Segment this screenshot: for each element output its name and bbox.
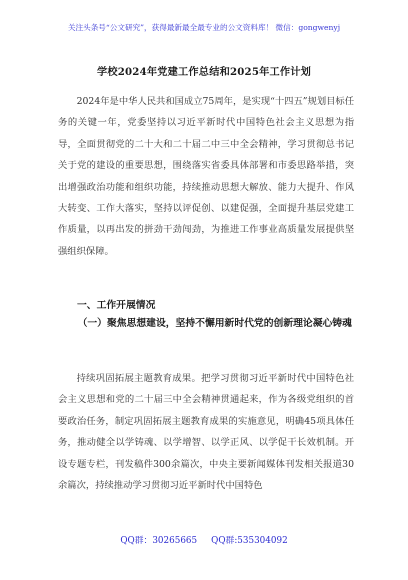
footer-qq-group-2[interactable]: QQ群:535304092 xyxy=(211,536,288,546)
document-title: 学校2024年党建工作总结和2025年工作计划 xyxy=(96,66,312,78)
subsection-heading-1: （一）聚焦思想建设，坚持不懈用新时代党的创新理论凝心铸魂 xyxy=(77,318,352,329)
body-paragraph-1: 持续巩固拓展主题教育成果。把学习贯彻习近平新时代中国特色社会主义思想和党的二十届三中全会精神贯通起来，作为各级党组织的首要政治任务，制定巩固拓展主题教育成果的实施意见，明确45项具体任务，推动健全以学铸魂、以学增智、以学正风、以学促干长效机制。开设专题专栏，刊发稿件300余篇次，中央主要新闻媒体刊发相关报道30余篇次，持续推动学习贯彻习近平新时代中国特色 xyxy=(58,373,354,492)
footer-contacts xyxy=(0,533,408,546)
section-heading-1: 一、工作开展情况 xyxy=(77,300,156,311)
intro-paragraph: 2024年是中华人民共和国成立75周年，是实现“十四五”规划目标任务的关键一年，党委坚持以习近平新时代中国特色社会主义思想为指导，全面贯彻党的二十大和二十届二中三中全会精神，学习贯彻总书记关于党的建设的重要思想，围绕落实省委具体部署和市委思路举措，突出增强政治功能和组织功能，持续推动思想大解放、能力大提升、作风大转变、工作大落实，坚持以评促创、以建促强，全面提升基层党建工作质量，以再出发的拼劲干劲闯劲，为推进工作事业高质量发展提供坚强组织保障。 xyxy=(58,96,355,257)
header-banner[interactable]: 关注头条号“公文研究”，获得最新最全最专业的公文资料库！ 微信：gongwenyj xyxy=(67,23,341,32)
footer-qq-group-1[interactable]: QQ群：30265665 xyxy=(120,536,198,546)
